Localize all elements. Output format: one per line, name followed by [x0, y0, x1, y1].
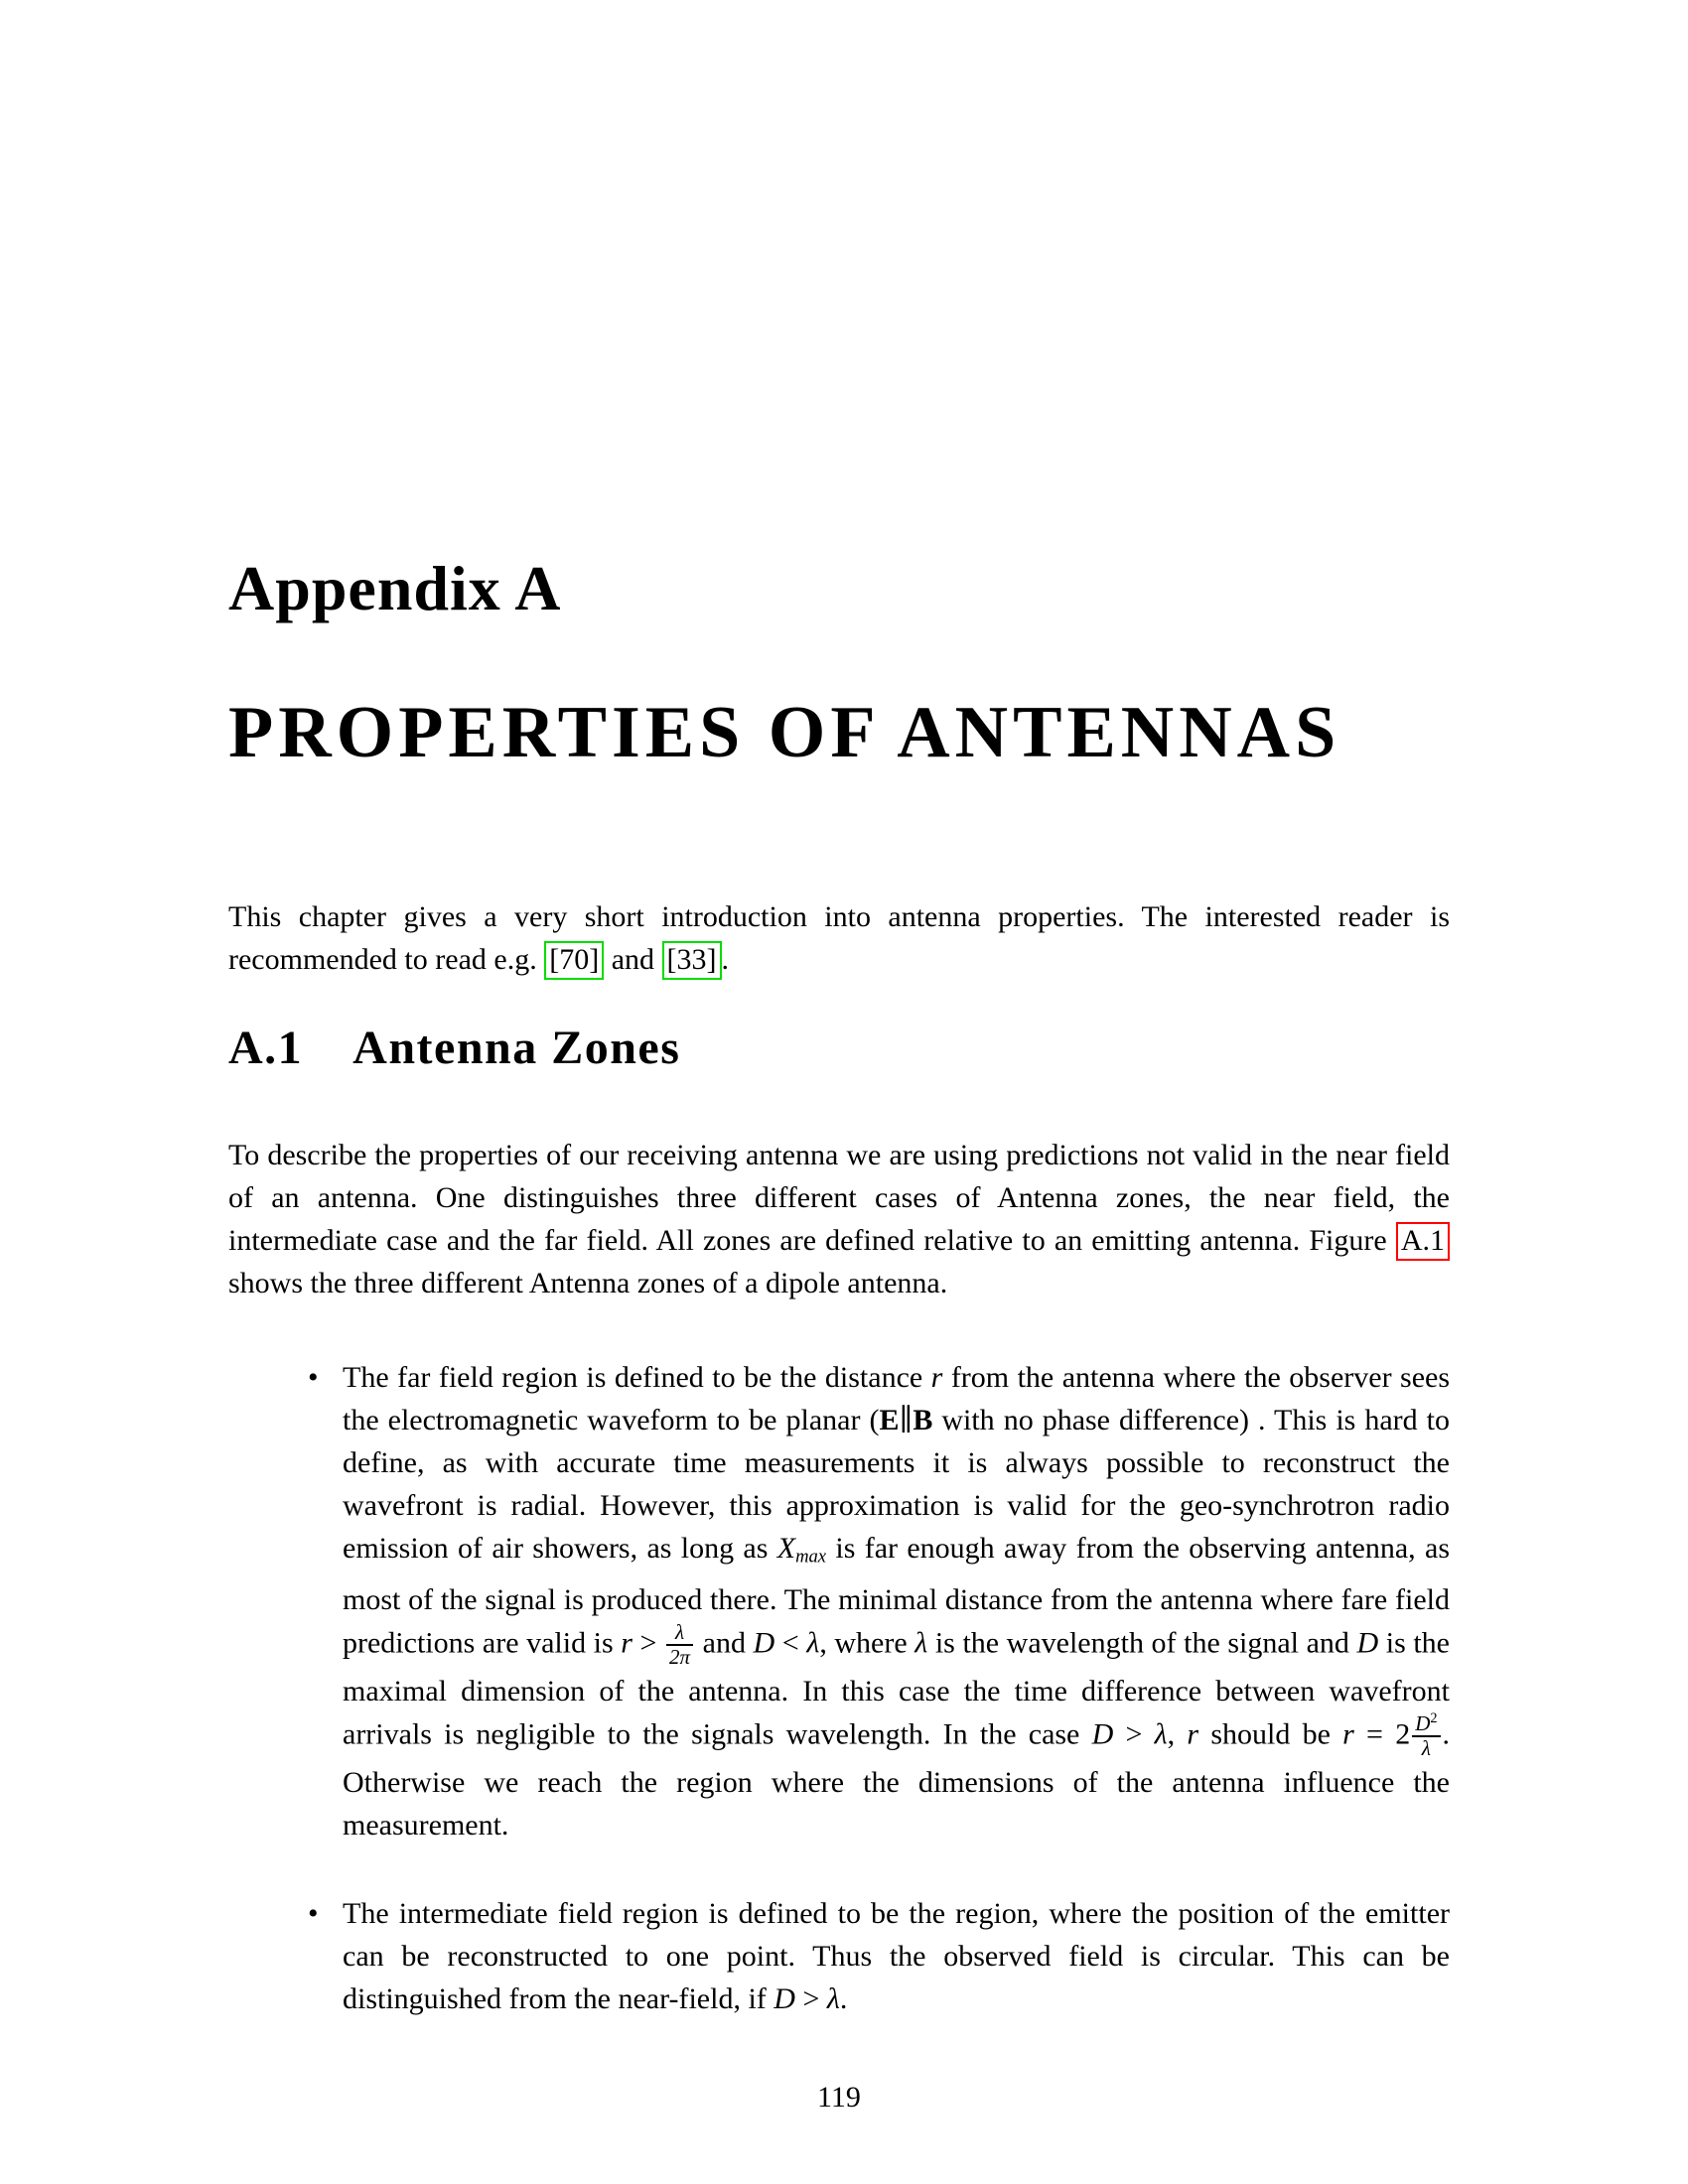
math-var-D: D: [1356, 1626, 1379, 1660]
fraction-numerator: $D^2$: [1415, 1709, 1438, 1735]
text-run: is far enough away from the observing antenna, as most of the signal is produced there. The minimal distance from the antenna where fare field predictions are valid is: [343, 1532, 1450, 1660]
text-run: and: [604, 943, 662, 976]
math-subscript-max: max: [795, 1546, 827, 1568]
text-run: with no phase difference) . This is hard to define, as with accurate time measurements it is always possible to reconstruct the wavefront is radial. However, this approximation is valid for the geo-synchrotron radio emission of air showers, as long as: [343, 1404, 1450, 1565]
text-run: >: [1113, 1717, 1155, 1751]
text-run: >: [794, 1981, 827, 2015]
text-run: should be: [1198, 1717, 1343, 1751]
text-run: .: [839, 1981, 848, 2015]
citation-link-33[interactable]: [33]: [662, 941, 722, 980]
section-number: A.1: [228, 1022, 304, 1074]
text-run: <: [774, 1626, 807, 1660]
fraction-lambda-over-2pi: [666, 1621, 693, 1670]
text-run: shows the three different Antenna zones of a dipole antenna.: [228, 1267, 948, 1299]
chapter-title: PROPERTIES OF ANTENNAS: [228, 692, 1341, 773]
text-run: from the antenna where the observer sees the electromagnetic waveform to be planar (: [343, 1361, 1450, 1436]
math-var-r: r: [1342, 1717, 1354, 1751]
bullet-icon: •: [308, 1896, 319, 1930]
text-run: The intermediate field region is defined to be the region, where the position of the emitter can be reconstructed to one point. Thus the observed field is circular. This can be distinguished from the near-field, if: [343, 1896, 1450, 2015]
fraction-numerator: λ: [674, 1619, 685, 1644]
figure-reference-link[interactable]: A.1: [1396, 1222, 1450, 1261]
text-run: ,: [1167, 1717, 1188, 1751]
math-var-D: D: [774, 1981, 795, 2015]
text-run: . Otherwise we reach the region where the dimensions of the antenna influence the measurement.: [343, 1717, 1451, 1842]
list-item-far-field: [228, 1356, 1450, 1846]
text-run: is the maximal dimension of the antenna. In this case the time difference between wavefront arrivals is negligible to the signals wavelength. In the case: [343, 1626, 1450, 1751]
fraction-denominator: 2π: [666, 1644, 693, 1670]
text-run: >: [632, 1626, 665, 1660]
text-run: .: [721, 943, 729, 976]
math-var-r: r: [1187, 1717, 1199, 1751]
text-run: is the wavelength of the signal and: [927, 1626, 1357, 1660]
section-title: Antenna Zones: [352, 1022, 681, 1074]
math-var-E: E: [879, 1404, 900, 1436]
list-item-intermediate-field: [228, 1892, 1450, 2020]
page-number: 119: [817, 2081, 861, 2114]
math-var-D: D: [1091, 1717, 1114, 1751]
section-heading: [228, 1021, 680, 1075]
math-var-lambda: λ: [1154, 1717, 1168, 1751]
fraction-D-squared-over-lambda: [1412, 1709, 1440, 1761]
fraction-denominator: λ: [1412, 1735, 1440, 1761]
math-var-Xmax: X: [776, 1532, 796, 1565]
text-run: , where: [819, 1626, 915, 1660]
text-run: To describe the properties of our receiving antenna we are using predictions not valid in the near field of an antenna. One distinguishes three different cases of Antenna zones, the near field, the intermediate case and the far field. All zones are defined relative to an emitting antenna. Figure: [228, 1139, 1450, 1257]
math-var-lambda: λ: [806, 1626, 820, 1660]
math-var-r: r: [930, 1361, 943, 1394]
antenna-zones-paragraph: [228, 1134, 1450, 1304]
text-run: The far field region is defined to be the distance: [343, 1361, 931, 1394]
text-run: and: [695, 1626, 754, 1660]
text-run: = 2: [1353, 1717, 1411, 1751]
math-var-D: D: [753, 1626, 775, 1660]
math-var-lambda: λ: [914, 1626, 928, 1660]
citation-link-70[interactable]: [70]: [544, 941, 604, 980]
intro-paragraph: [228, 895, 1450, 981]
text-run: This chapter gives a very short introduction into antenna properties. The interested reader is recommended to read e.g.: [228, 900, 1450, 976]
chapter-label: Appendix A: [228, 553, 562, 623]
parallel-symbol: ∥: [899, 1404, 914, 1436]
math-var-B: B: [913, 1404, 933, 1436]
antenna-zones-list: [228, 1356, 1450, 2066]
bullet-icon: •: [308, 1361, 319, 1394]
math-var-r: r: [621, 1626, 633, 1660]
math-var-lambda: λ: [826, 1981, 840, 2015]
